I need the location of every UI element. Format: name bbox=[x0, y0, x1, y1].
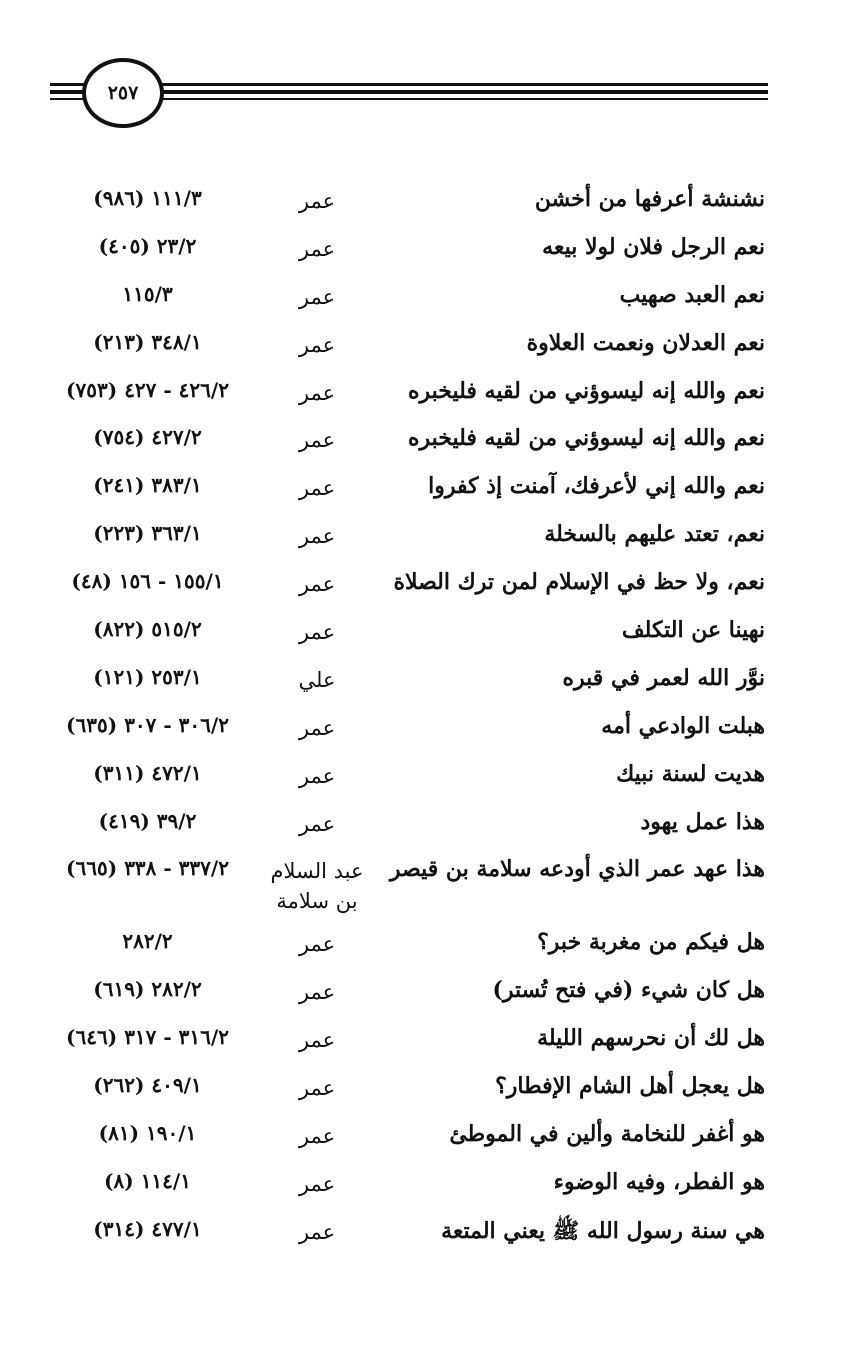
entry-phrase: هي سنة رسول الله ﷺ يعني المتعة bbox=[441, 1217, 765, 1244]
index-entry bbox=[0, 617, 855, 665]
entry-reference: ٢٣/٢ (٤٠٥) bbox=[98, 233, 197, 258]
index-entry bbox=[0, 977, 855, 1025]
entry-narrator: عمر bbox=[298, 1076, 336, 1101]
index-entry bbox=[0, 282, 855, 330]
entry-phrase: نعم والله إنه ليسوؤني من لقيه فليخبره bbox=[407, 425, 765, 452]
entry-reference: ١١٥/٣ bbox=[122, 281, 173, 306]
entry-reference: ٣٣٧/٢ - ٣٣٨ (٦٦٥) bbox=[66, 856, 229, 881]
index-entry bbox=[0, 1025, 855, 1073]
index-entry bbox=[0, 569, 855, 617]
entry-narrator: عمر bbox=[298, 763, 336, 788]
entry-narrator: عمر bbox=[298, 1124, 336, 1149]
page-number: ٢٥٧ bbox=[107, 82, 139, 104]
entry-narrator: عمر bbox=[298, 811, 336, 836]
entry-reference: ٣٨٣/١ (٢٤١) bbox=[93, 473, 202, 498]
entry-narrator: علي bbox=[298, 667, 336, 692]
index-entry bbox=[0, 665, 855, 713]
header-rule-thick-right bbox=[150, 90, 768, 94]
entry-reference: ٤٧٧/١ (٣١٤) bbox=[93, 1216, 202, 1241]
index-entry bbox=[0, 1121, 855, 1169]
index-entry bbox=[0, 521, 855, 569]
entry-reference: ٣٠٦/٢ - ٣٠٧ (٦٣٥) bbox=[66, 712, 229, 737]
entry-narrator: عمر bbox=[298, 476, 336, 501]
entry-reference: ٤٢٧/٢ (٧٥٤) bbox=[93, 425, 202, 450]
entry-reference: ٤٢٦/٢ - ٤٢٧ (٧٥٣) bbox=[66, 377, 229, 402]
entry-reference: ٢٨٢/٢ bbox=[122, 929, 173, 954]
entry-narrator: عمر bbox=[298, 380, 336, 405]
index-entry bbox=[0, 856, 855, 929]
entry-reference: ٣٤٨/١ (٢١٣) bbox=[93, 329, 202, 354]
entry-reference: ١٥٥/١ - ١٥٦ (٤٨) bbox=[71, 569, 224, 594]
entry-narrator: عمر bbox=[298, 284, 336, 309]
index-entry bbox=[0, 473, 855, 521]
entry-phrase: هو أغفر للنخامة وألين في الموطئ bbox=[449, 1121, 765, 1148]
entry-narrator: عمر bbox=[298, 236, 336, 261]
header-rule-bottom-right bbox=[150, 98, 768, 100]
entry-phrase: نعم العدلان ونعمت العلاوة bbox=[526, 329, 765, 356]
entry-phrase: نعم العبد صهيب bbox=[619, 281, 765, 308]
index-entry bbox=[0, 378, 855, 426]
index-entry bbox=[0, 1073, 855, 1121]
entry-phrase: نوَّر الله لعمر في قبره bbox=[562, 664, 765, 691]
index-entry bbox=[0, 761, 855, 809]
entry-phrase: هبلت الوادعي أمه bbox=[601, 712, 765, 739]
entry-phrase: نشنشة أعرفها من أخشن bbox=[534, 186, 765, 212]
entry-phrase: هل يعجل أهل الشام الإفطار؟ bbox=[495, 1073, 765, 1100]
entry-narrator: عمر bbox=[298, 428, 336, 453]
entry-narrator: عمر bbox=[298, 980, 336, 1005]
entry-narrator: عمر bbox=[298, 332, 336, 357]
entry-reference: ٣٩/٢ (٤١٩) bbox=[98, 808, 197, 833]
entry-phrase: نعم والله إني لأعرفك، آمنت إذ كفروا bbox=[428, 473, 765, 500]
index-entry bbox=[0, 425, 855, 473]
index-entry bbox=[0, 186, 855, 234]
entry-reference: ٤٠٩/١ (٢٦٢) bbox=[93, 1073, 202, 1098]
entry-reference: ٣١٦/٢ - ٣١٧ (٦٤٦) bbox=[66, 1025, 229, 1050]
page-number-oval bbox=[82, 58, 164, 128]
entry-phrase: نعم، تعتد عليهم بالسخلة bbox=[544, 521, 765, 548]
entry-phrase: نهينا عن التكلف bbox=[621, 617, 765, 644]
entry-phrase: نعم والله إنه ليسوؤني من لقيه فليخبره bbox=[407, 377, 765, 404]
entry-phrase: هذا عمل يهود bbox=[640, 808, 765, 835]
entry-phrase: هل فيكم من مغربة خبر؟ bbox=[537, 929, 765, 956]
entry-narrator: عمر bbox=[298, 1219, 336, 1244]
index-entry bbox=[0, 330, 855, 378]
page-header bbox=[0, 0, 855, 160]
index-entry bbox=[0, 1169, 855, 1217]
entry-phrase: هذا عهد عمر الذي أودعه سلامة بن قيصر bbox=[389, 856, 765, 883]
entry-reference: ٣٦٣/١ (٢٢٣) bbox=[93, 521, 202, 546]
entry-narrator: عمر bbox=[298, 1171, 336, 1196]
entry-narrator: عمر bbox=[298, 932, 336, 957]
entry-reference: ١١١/٣ (٩٨٦) bbox=[93, 186, 202, 210]
index-entry bbox=[0, 1217, 855, 1265]
entry-narrator: عبد السلام بن سلامة bbox=[270, 859, 364, 914]
index-entries bbox=[0, 186, 855, 1265]
entry-reference: ٤٧٢/١ (٣١١) bbox=[93, 760, 202, 785]
entry-phrase: نعم الرجل فلان لولا بيعه bbox=[542, 233, 765, 260]
index-entry bbox=[0, 713, 855, 761]
entry-phrase: هو الفطر، وفيه الوضوء bbox=[553, 1168, 765, 1195]
entry-reference: ٥١٥/٢ (٨٢٢) bbox=[93, 617, 202, 642]
entry-narrator: عمر bbox=[298, 189, 336, 213]
entry-narrator: عمر bbox=[298, 620, 336, 645]
index-entry bbox=[0, 234, 855, 282]
entry-reference: ١٩٠/١ (٨١) bbox=[98, 1121, 197, 1146]
entry-narrator: عمر bbox=[298, 524, 336, 549]
entry-phrase: نعم، ولا حظ في الإسلام لمن ترك الصلاة bbox=[393, 569, 765, 596]
entry-reference: ٢٥٣/١ (١٢١) bbox=[93, 664, 202, 689]
index-entry bbox=[0, 929, 855, 977]
entry-phrase: هل لك أن نحرسهم الليلة bbox=[537, 1025, 765, 1052]
entry-narrator: عمر bbox=[298, 715, 336, 740]
entry-reference: ١١٤/١ (٨) bbox=[104, 1168, 191, 1193]
entry-reference: ٢٨٢/٢ (٦١٩) bbox=[93, 977, 202, 1002]
entry-phrase: هديت لسنة نبيك bbox=[616, 760, 765, 787]
header-rule-top-right bbox=[150, 83, 768, 86]
entry-narrator: عمر bbox=[298, 1028, 336, 1053]
index-entry bbox=[0, 809, 855, 857]
entry-narrator: عمر bbox=[298, 572, 336, 597]
entry-phrase: هل كان شيء (في فتح تُستر) bbox=[492, 977, 765, 1004]
